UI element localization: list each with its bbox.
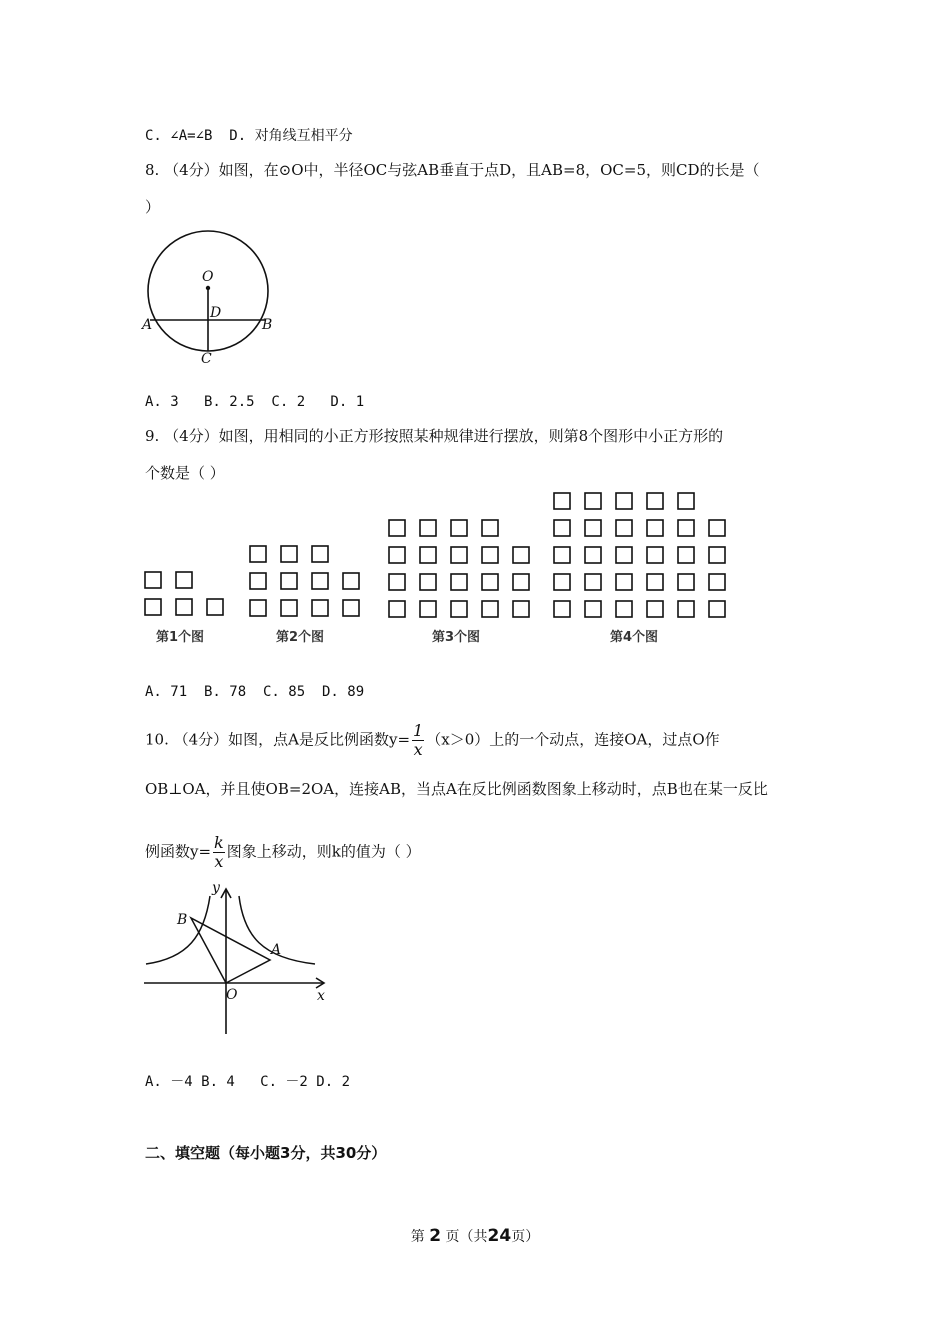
small-square-fig2 xyxy=(343,573,359,589)
small-square-fig1 xyxy=(145,599,161,615)
frac1-denominator: x xyxy=(413,740,423,759)
small-square-fig3 xyxy=(513,574,529,590)
small-square-fig4 xyxy=(585,574,601,590)
small-square-fig4 xyxy=(647,520,663,536)
small-square-fig4 xyxy=(616,493,632,509)
small-square-fig1 xyxy=(207,599,223,615)
q10-options: A. －4 B. 4 C. －2 D. 2 xyxy=(145,1074,351,1090)
small-square-fig3 xyxy=(389,547,405,563)
small-square-fig4 xyxy=(616,520,632,536)
small-square-fig4 xyxy=(709,601,725,617)
q9-stem-line2: 个数是（ ） xyxy=(145,464,225,482)
footer-middle: 页（共 xyxy=(445,1229,488,1245)
small-square-fig4 xyxy=(647,547,663,563)
small-square-fig1 xyxy=(176,572,192,588)
small-square-fig2 xyxy=(250,600,266,616)
caption-fig2: 第2个图 xyxy=(276,630,325,645)
caption-fig1: 第1个图 xyxy=(156,630,205,645)
q7-options: C. ∠A=∠B D. 对角线互相平分 xyxy=(145,128,353,144)
small-square-fig3 xyxy=(420,601,436,617)
q8-options: A. 3 B. 2.5 C. 2 D. 1 xyxy=(145,394,365,410)
small-square-fig2 xyxy=(312,600,328,616)
label-x: x xyxy=(317,988,325,1004)
label-O-origin: O xyxy=(226,987,238,1003)
small-square-fig4 xyxy=(616,547,632,563)
q10-stem-line3-b: 图象上移动，则k的值为（ ） xyxy=(226,842,421,861)
small-square-fig4 xyxy=(585,493,601,509)
small-square-fig3 xyxy=(389,601,405,617)
small-square-fig1 xyxy=(145,572,161,588)
small-square-fig3 xyxy=(451,520,467,536)
frac2-denominator: x xyxy=(214,852,224,871)
small-square-fig3 xyxy=(451,574,467,590)
small-square-fig4 xyxy=(554,601,570,617)
small-square-fig3 xyxy=(482,601,498,617)
q10-stem-line2: OB⊥OA，并且使OB=2OA，连接AB，当点A在反比例函数图象上移动时，点B也在某一反比 xyxy=(145,780,768,798)
small-square-fig2 xyxy=(281,546,297,562)
small-square-fig3 xyxy=(420,547,436,563)
small-square-fig4 xyxy=(678,520,694,536)
small-square-fig2 xyxy=(312,573,328,589)
small-square-fig2 xyxy=(250,546,266,562)
fraction-1-over-x xyxy=(412,722,424,759)
small-square-fig4 xyxy=(709,520,725,536)
q9-stem: 9. （4分）如图，用相同的小正方形按照某种规律进行摆放，则第8个图形中小正方形的 xyxy=(145,427,724,445)
q9-options: A. 71 B. 78 C. 85 D. 89 xyxy=(145,684,365,700)
small-square-fig4 xyxy=(647,574,663,590)
small-square-fig4 xyxy=(554,520,570,536)
small-square-fig3 xyxy=(451,601,467,617)
small-square-fig4 xyxy=(616,601,632,617)
q10-stem-line3 xyxy=(145,834,421,871)
label-B-point: B xyxy=(177,912,188,928)
label-y: y xyxy=(212,880,220,896)
small-square-fig3 xyxy=(482,574,498,590)
small-square-fig4 xyxy=(554,493,570,509)
q10-stem xyxy=(145,722,720,759)
small-square-fig3 xyxy=(389,520,405,536)
caption-fig3: 第3个图 xyxy=(432,630,481,645)
small-square-fig4 xyxy=(554,574,570,590)
small-square-fig2 xyxy=(250,573,266,589)
small-square-fig3 xyxy=(482,520,498,536)
small-square-fig4 xyxy=(647,601,663,617)
q8-stem: 8. （4分）如图，在⊙O中，半径OC与弦AB垂直于点D，且AB=8，OC=5，则CD的长是（ xyxy=(145,161,760,179)
footer-prefix: 第 xyxy=(410,1229,425,1245)
small-square-fig2 xyxy=(281,573,297,589)
small-square-fig1 xyxy=(176,599,192,615)
fraction-k-over-x xyxy=(213,834,225,871)
small-square-fig4 xyxy=(585,601,601,617)
small-square-fig3 xyxy=(420,520,436,536)
footer-total-pages: 24 xyxy=(487,1226,512,1246)
section-title: 二、填空题（每小题3分，共30分） xyxy=(145,1144,387,1162)
small-square-fig4 xyxy=(585,547,601,563)
label-O: O xyxy=(202,269,214,285)
small-square-fig4 xyxy=(678,547,694,563)
small-square-fig4 xyxy=(678,601,694,617)
page-footer xyxy=(0,1226,950,1246)
small-square-fig4 xyxy=(709,574,725,590)
q10-stem-a: 10. （4分）如图，点A是反比例函数y= xyxy=(145,730,411,749)
label-B: B xyxy=(262,317,273,333)
small-square-fig3 xyxy=(513,547,529,563)
small-square-fig3 xyxy=(482,547,498,563)
small-square-fig4 xyxy=(616,574,632,590)
caption-fig4: 第4个图 xyxy=(610,630,659,645)
label-A-point: A xyxy=(271,942,282,958)
small-square-fig2 xyxy=(281,600,297,616)
small-square-fig4 xyxy=(554,547,570,563)
small-square-fig2 xyxy=(312,546,328,562)
small-square-fig4 xyxy=(678,493,694,509)
q10-stem-line3-a: 例函数y= xyxy=(145,842,212,861)
label-A: A xyxy=(142,317,153,333)
small-square-fig4 xyxy=(709,547,725,563)
label-D: D xyxy=(210,305,222,321)
frac2-numerator: k xyxy=(214,833,224,852)
footer-suffix: 页） xyxy=(511,1229,540,1245)
small-square-fig3 xyxy=(420,574,436,590)
footer-page-number: 2 xyxy=(429,1226,442,1246)
small-square-fig4 xyxy=(647,493,663,509)
small-square-fig3 xyxy=(513,601,529,617)
small-square-fig2 xyxy=(343,600,359,616)
small-square-fig3 xyxy=(389,574,405,590)
small-square-fig3 xyxy=(451,547,467,563)
q8-stem-end: ） xyxy=(145,198,161,216)
frac1-numerator: 1 xyxy=(413,721,424,740)
small-square-fig4 xyxy=(678,574,694,590)
small-square-fig4 xyxy=(585,520,601,536)
q10-stem-b: （x＞0）上的一个动点，连接OA，过点O作 xyxy=(426,730,720,749)
q10-graph-figure xyxy=(140,876,340,1041)
label-C: C xyxy=(201,351,212,367)
